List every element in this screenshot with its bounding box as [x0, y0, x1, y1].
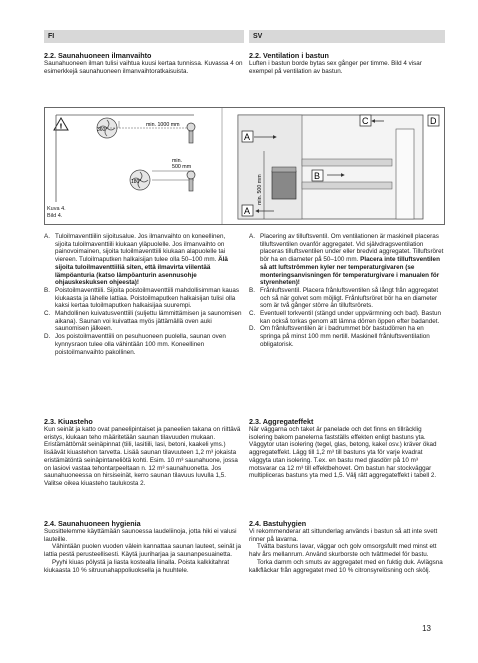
list-label: B.	[44, 286, 50, 294]
list-text: Tuloilmaventtiilin sijoitusalue. Jos ilmanvaihto on koneellinen, sijoita tuloilmaventtiili kiukaan yläpuolelle. Jos ilmanvaihto on painovoimainen, sijoita tuloilmaventtiili kiukaan alapuolelle tai viereen. Tuloilmaputken halkaisijan tulee olla 50–100 mm.	[55, 233, 226, 264]
list-label: C.	[44, 310, 51, 318]
list-text: Frånluftsventil. Placera frånluftsventilen så långt från aggregatet och så när golvet som möjligt. Frånluftsröret bör ha en diameter som är två gånger större än tilluftsrörets.	[260, 286, 439, 310]
list-item	[249, 233, 445, 287]
list-item	[249, 310, 445, 325]
fi-hygiene-section	[44, 519, 243, 574]
sv-heater-output-section	[249, 417, 445, 480]
sv-ventilation-intro: Luften i bastun borde bytas sex gånger per timme. Bild 4 visar exempel på ventilation av bastun.	[249, 60, 422, 75]
lang-header-fi: FI	[44, 30, 244, 43]
fi-ventilation-section	[44, 51, 243, 75]
list-item	[249, 287, 445, 310]
fi-heater-output-text: Kun seinät ja katto ovat paneelipintaiset ja paneelien takana on riittävä eristys, kiukaan teho määritetään saunan tilavuuden mukaan. Eristämättömät seinäpinnat (tiili, lasitiili, lasi, betoni, kaakeli yms.) lisäävät kiuastehon tarvetta. Lisää saunan tilavuuteen 1,2 m³ jokaista eristämätöntä seinäpintaneliötä kohti. Esim. 10 m³ saunahuone, jossa on lasiovi vastaa tehontarpeeltaan n. 12 m³ saunahuonetta. Jos saunahuoneessa on hirsiseinät, kerro saunan tilavuus luvulla 1,5. Valitse oikea kiuasteho taulukosta 2.	[44, 426, 241, 487]
fi-hygiene-p3: Pyyhi kiuas pölystä ja liasta kostealla liinalla. Poista kalkkitahrat kiukaasta 10 % sitruunahappoliuoksella ja huuhtele.	[44, 558, 230, 574]
fi-hygiene-p1: Suosittelemme käyttämään saunoessa laudeliinoja, jotta hiki ei valusi lauteille.	[44, 528, 237, 543]
list-label: A.	[249, 233, 255, 240]
sv-hygiene-title: 2.4. Bastuhygien	[249, 519, 307, 528]
list-item	[44, 333, 243, 356]
fi-heater-output-section	[44, 417, 243, 488]
sv-vent-list	[249, 233, 445, 349]
figure-label-d: D	[430, 116, 437, 126]
list-item	[249, 325, 445, 348]
angle-180-label: 180°	[131, 179, 142, 185]
min-500-label-b: 500 mm	[172, 164, 192, 170]
fi-vent-list	[44, 233, 243, 356]
list-item	[44, 310, 243, 333]
fi-hygiene-title: 2.4. Saunahuoneen hygienia	[44, 519, 141, 528]
sv-ventilation-title: 2.2. Ventilation i bastun	[249, 51, 329, 60]
lang-header-sv: SV	[249, 30, 445, 43]
list-text: Eventuell torkventil (stängd under uppvärmning och bad). Bastun kan också torkas genom att lämna dörren öppen efter badandet.	[260, 310, 441, 325]
heater-icon	[272, 167, 296, 199]
list-warning: Placera inte tilluftsventilen så att luftströmmen kyler ner temperaturgivaren (se monteringsanvisningen för temperaturgivare i manualen för styrenheten)!	[260, 256, 440, 287]
sv-heater-output-text: När väggarna och taket är panelade och det finns en tillräcklig isolering bakom panelerna fastställs effekten enligt bastuns yta. Väggytor utan isolering (tegel, glas, betong, kakel osv.) kräver ökad aggregateffekt. Lägg till 1,2 m³ till bastuns yta för varje kvadrat väggyta utan isolering. T.ex. en bastu med glasdörr på 10 m³ motsvarar ca 12 m³ till effektbehovet. Om bastun har stockväggar multipliceras bastuns yta med 1,5. Välj rätt aggregateffekt i tabell 2.	[249, 426, 437, 480]
sv-heater-output-title: 2.3. Aggregateffekt	[249, 417, 314, 426]
sv-hygiene-p3: Torka damm och smuts av aggregatet med en fuktig duk. Avlägsna kalkfläckar från aggregatet med 10 % citronsyrelösning och skölj.	[249, 558, 443, 574]
fi-heater-output-title: 2.3. Kiuasteho	[44, 417, 93, 426]
page-number: 13	[422, 624, 431, 633]
angle-360-label: 360°	[97, 127, 108, 133]
min-500-vertical-label: min. 500 mm	[257, 174, 263, 205]
list-label: C.	[249, 310, 256, 318]
ventilation-figure	[44, 107, 445, 225]
figure-label-a-top: A	[244, 132, 251, 142]
figure-label-c: C	[362, 116, 369, 126]
fi-hygiene-p2: Vähintään puolen vuoden välein kannattaa saunan lauteet, seinät ja lattia pestä perusteellisesti. Käytä juuriharjaa ja saunanpesuainetta.	[44, 543, 242, 559]
fi-ventilation-intro: Saunahuoneen ilman tulisi vaihtua kuusi kertaa tunnissa. Kuvassa 4 on esimerkkejä saunahuoneen ilmanvaihtoratkaisuista.	[44, 60, 243, 75]
list-text: Poistoilmaventtiili. Sijoita poistoilmaventtiili mahdollisimman kauas kiukaasta ja lähelle lattiaa. Poistoilmaputken halkaisijan tulisi olla kaksi kertaa tuloilmaputken halkaisijaa suurempi.	[55, 286, 240, 310]
min-1000-label: min. 1000 mm	[146, 122, 180, 128]
list-label: D.	[44, 333, 51, 341]
figure-caption-fi: Kuva 4.	[47, 206, 66, 212]
figure-caption	[47, 206, 66, 220]
figure-label-b: B	[314, 171, 321, 181]
list-label: B.	[249, 286, 255, 294]
list-text: Mahdollinen kuivatusventtiili (suljettu lämmittämisen ja saunomisen aikana). Saunan voi kuivattaa myös jättämällä oven auki saunomisen jälkeen.	[55, 310, 242, 333]
list-text: Placering av tilluftsventil. Om ventilationen är maskinell placeras tilluftsventilen ovanför aggregatet. Vid självdragsventilation placeras tilluftsventilen under eller bredvid aggregatet. Tilluftsröret bör ha en diameter på 50–100 mm.	[260, 233, 444, 264]
list-warning: Älä sijoita tuloilmaventtiiliä siten, että ilmavirta viilentää lämpöanturia (katso lämpöanturin asennusohje ohjauskeskuksen ohjeesta)!	[55, 256, 228, 287]
fi-ventilation-title: 2.2. Saunahuoneen ilmanvaihto	[44, 51, 152, 60]
sv-hygiene-p1: Vi rekommenderar att sittunderlag används i bastun så att inte svett rinner på lavarna.	[249, 528, 438, 543]
sv-hygiene-p2: Tvätta bastuns lavar, väggar och golv omsorgsfullt med minst ett halv års mellanrum. Använd skurborste och tvättmedel för bastu.	[249, 543, 437, 559]
sv-ventilation-section	[249, 51, 445, 75]
sv-hygiene-section	[249, 519, 445, 574]
list-text: Om frånluftsventilen är i badrummet bör bastudörren ha en springa på minst 100 mm nertill. Maskinell frånluftsventilation obligatorisk.	[260, 325, 430, 348]
list-item	[44, 233, 243, 287]
svg-text:!: !	[59, 122, 63, 131]
list-item	[44, 287, 243, 310]
figure-caption-sv: Bild 4.	[47, 213, 63, 219]
list-label: A.	[44, 233, 50, 240]
list-text: Jos poistoilmaventtiili on pesuhuoneen puolella, saunan oven kynnysraon tulee olla vähintään 100 mm. Koneellinen poistoilmanvaihto pakollinen.	[55, 333, 226, 356]
list-label: D.	[249, 325, 256, 333]
figure-label-a-bottom: A	[244, 206, 251, 216]
min-500-label-a: min.	[172, 158, 183, 164]
